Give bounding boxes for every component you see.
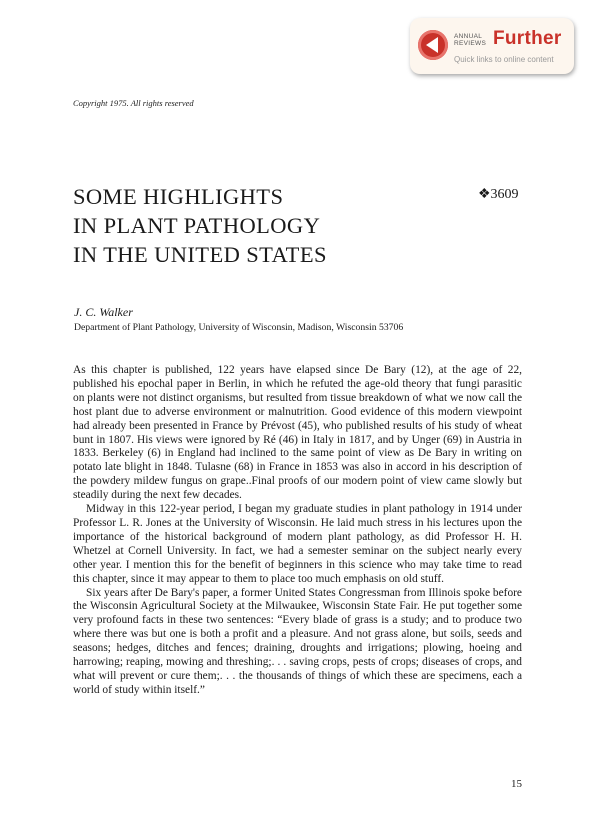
arrow-left-icon bbox=[418, 30, 448, 60]
page-number: 15 bbox=[511, 778, 522, 790]
copyright-notice: Copyright 1975. All rights reserved bbox=[73, 98, 194, 108]
banner-subtitle: Quick links to online content bbox=[454, 55, 554, 64]
title-line: IN THE UNITED STATES bbox=[73, 242, 327, 267]
author-affiliation: Department of Plant Pathology, University of Wisconsin, Madison, Wisconsin 53706 bbox=[74, 322, 404, 333]
paragraph: As this chapter is published, 122 years have elapsed since De Bary (12), at the age of 22, published his epochal paper in Berlin, in which he refuted the age-old theory that fungi parasitic on plants were not distinct organisms, but resulted from tissue breakdown of what we now call the host plant due to adverse environment or malnutrition. Good evidence of this modern viewpoint had already been presented in France by Prévost (45), who published results of his study of wheat bunt in 1807. His views were ignored by Ré (46) in Italy in 1817, and by Unger (69) in Austria in 1833. Berkeley (6) in England had inclined to the same point of view as De Bary in writing on potato late blight in 1848. Tulasne (68) in France in 1853 was also in accord in his description of the powdery mildew fungus on grape..Final proofs of our modern point of view came slowly but steadily during the next few decades. bbox=[73, 364, 522, 502]
further-banner[interactable] bbox=[410, 18, 574, 74]
article-title bbox=[73, 182, 327, 269]
banner-annual-reviews: ANNUAL REVIEWS bbox=[454, 33, 487, 47]
article-body bbox=[73, 364, 522, 698]
paragraph: Midway in this 122-year period, I began my graduate studies in plant pathology in 1914 under Professor L. R. Jones at the University of Wisconsin. He laid much stress in his lectures upon the importance of the historical background of modern plant pathology, as did Professor H. H. Whetzel at Cornell University. In fact, we had a semester seminar on the subject nearly every other year. I mention this for the benefit of beginners in this science who may take time to read this chapter, since it may appear to them to place too much emphasis on old stuff. bbox=[73, 503, 522, 585]
title-line: SOME HIGHLIGHTS bbox=[73, 184, 284, 209]
title-line: IN PLANT PATHOLOGY bbox=[73, 213, 321, 238]
paragraph: Six years after De Bary's paper, a former United States Congressman from Illinois spoke before the Wisconsin Agricultural Society at the Milwaukee, Wisconsin State Fair. He put together some very profound facts in these two sentences: “Every blade of grass is a study; and to produce two where there was but one is both a profit and a pleasure. And not grass alone, but soils, seeds and seasons; hedges, ditches and fences; draining, droughts and irrigations; plowing, hoeing and harrowing; reaping, mowing and threshing;. . . saving crops, pests of crops; diseases of crops, and what will prevent or cure them;. . . the thousands of things of which these are specimens, each a world of study within itself.” bbox=[73, 586, 522, 696]
article-number: ❖3609 bbox=[478, 187, 519, 202]
author-name: J. C. Walker bbox=[74, 305, 133, 319]
banner-further-label: Further bbox=[493, 28, 562, 49]
